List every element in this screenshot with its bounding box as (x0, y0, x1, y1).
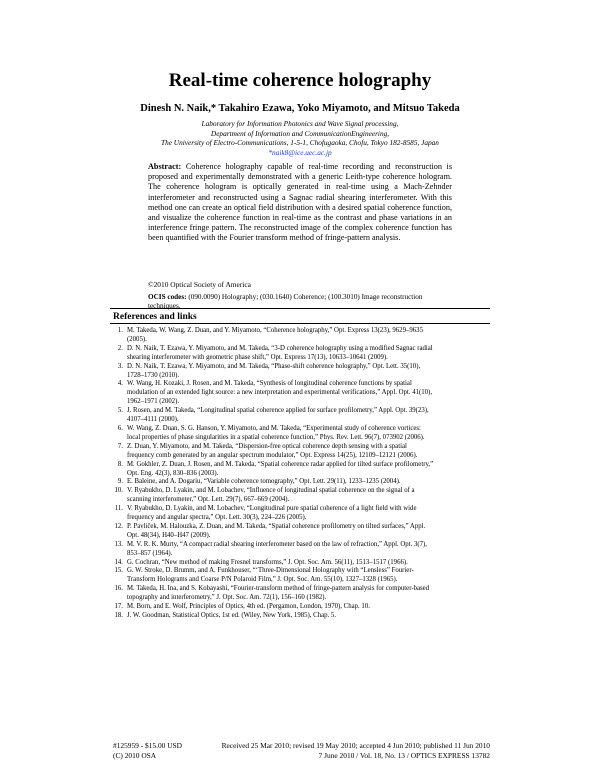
ocis-line-1: (090.0090) Holography; (030.1640) Coherence; (100.3010) Image reconstruction (188, 293, 423, 301)
reference-text-line: G. Cochran, “New method of making Fresnel transforms,” J. Opt. Soc. Am. 56(11), 1513–1517 (1966). (127, 558, 408, 566)
footer-left (113, 741, 182, 760)
abstract-line: coherence function, and visualize the coherence function in real-time as the (148, 202, 452, 223)
reference-item (113, 380, 493, 407)
reference-item (113, 461, 493, 479)
reference-number: 5. (117, 407, 123, 415)
reference-text-line: 4107–4111 (2000). (127, 416, 179, 424)
references-list (113, 327, 493, 621)
footer-doc-id: #125959 - $15.00 USD (113, 741, 182, 750)
reference-text-line: M. V. R. K. Murty, “A compact radial shearing interferometer based on the law of refraction,” Appl. Opt. 3(7), (127, 540, 427, 548)
reference-text-line: local properties of phase singularities in a spatial coherence function,” Phys. Rev. Lett. 96(7), 073902 (2006). (127, 433, 425, 441)
reference-number: 14. (114, 558, 123, 566)
reference-number: 10. (114, 487, 123, 495)
reference-text-line: W. Wang, H. Kozaki, J. Rosen, and M. Takeda, “Synthesis of longitudinal coherence functions by spatial (127, 380, 412, 388)
reference-item (113, 425, 493, 443)
reference-number: 17. (114, 603, 123, 611)
abstract (148, 162, 452, 244)
reference-item (113, 523, 493, 541)
reference-text-line: Z. Duan, Y. Miyamoto, and M. Takeda, “Dispersion-free optical coherence depth sensing with a spatial (127, 442, 407, 450)
abstract-text (148, 162, 452, 242)
reference-text-line: M. Gokhler, Z. Duan, J. Rosen, and M. Takeda, “Spatial coherence radar applied for tilted surface profilometry,” (127, 460, 434, 468)
author-email-link[interactable]: *naik8@ice.uec.ac.jp (268, 147, 332, 157)
reference-text-line: 1962–1971 (2002). (127, 398, 180, 406)
reference-item (113, 567, 493, 585)
reference-text-line: 1728–1730 (2010). (127, 371, 180, 379)
divider-top (110, 308, 490, 309)
reference-number: 6. (117, 424, 123, 432)
abstract-line: with the Fourier transform method of fringe-pattern analysis. (200, 233, 401, 243)
reference-number: 4. (117, 380, 123, 388)
reference-text-line: scanning interferometer,” Opt. Lett. 29(7), 667–669 (2004). (127, 496, 290, 504)
reference-item (113, 612, 493, 621)
reference-number: 12. (114, 522, 123, 530)
abstract-line: generated in real-time using a Mach-Zehnder interferometer and (148, 182, 452, 202)
reference-item (113, 505, 493, 523)
reference-number: 15. (114, 567, 123, 575)
author-list: Dinesh N. Naik,* Takahiro Ezawa, Yoko Miyamoto, and Mitsuo Takeda (140, 103, 460, 114)
reference-item (113, 407, 493, 425)
reference-text-line: frequency and angular spectra,” Opt. Lett. 30(3), 224–226 (2005). (127, 514, 307, 522)
reference-text-line: frequency comb generated by an angular spectrum modulator,” Opt. Express 14(25), 12109–12121 (2006). (127, 451, 418, 459)
reference-text-line: J. W. Goodman, Statistical Optics, 1st ed. (Wiley, New York, 1985), Chap. 5. (127, 612, 337, 619)
reference-text-line: modulation of an extended light source: a new interpretation and experimental verifications,” Appl. Opt. 41(10), (127, 389, 433, 397)
ocis-line-2: techniques. (148, 302, 181, 310)
footer-right (222, 741, 490, 760)
abstract-line: contrast and phase variations in an interference fringe pattern. The (148, 213, 452, 233)
divider-bottom (110, 323, 490, 324)
reference-item (113, 585, 493, 603)
reference-item (113, 559, 493, 568)
reference-text-line: M. Born, and E. Wolf, Principles of Optics, 4th ed. (Pergamon, London, 1970), Chap. 10. (127, 603, 370, 611)
abstract-line: reconstructed using a Sagnac radial shearing interferometer. With this (213, 192, 452, 202)
references-heading: References and links (113, 312, 197, 322)
reference-text-line: D. N. Naik, T. Ezawa, Y. Miyamoto, and M. Takeda, “3-D coherence holography using a modified Sagnac radial (127, 344, 433, 352)
abstract-line: method one can create an optical field distribution with a desired spatial (148, 202, 388, 212)
reference-text-line: Opt. Eng. 42(3), 830–836 (2003). (127, 469, 219, 477)
abstract-line: reconstructed image of the complex coherence function has been quantified (148, 223, 452, 243)
reference-text-line: shearing interferometer with geometric phase shift,” Opt. Express 17(13), 10633–10641 (2009). (127, 353, 388, 361)
reference-text-line: 853–857 (1964). (127, 549, 173, 557)
reference-number: 3. (117, 362, 123, 370)
reference-number: 2. (117, 344, 123, 352)
reference-text-line: P. Pavliček, M. Halouzka, Z. Duan, and M. Takeda, “Spatial coherence profilometry on tilted surfaces,” Appl. (127, 522, 426, 530)
reference-text-line: J. Rosen, and M. Takeda, “Longitudinal spatial coherence applied for surface profilometry,” Appl. Opt. 39(23), (127, 407, 429, 415)
reference-item (113, 327, 493, 345)
abstract-line: Leith-type coherence hologram. The coherence hologram is optically (148, 172, 452, 192)
reference-item (113, 603, 493, 612)
abstract-line: reconstruction is proposed and experimentally demonstrated with a generic (148, 162, 453, 182)
reference-number: 18. (114, 612, 123, 619)
reference-number: 16. (114, 585, 123, 593)
affiliation-line-2: Department of Information and CommunicationEngineering, (210, 128, 390, 138)
footer-journal-citation: 7 June 2010 / Vol. 18, No. 13 / OPTICS EXPRESS 13782 (318, 750, 490, 760)
reference-text-line: M. Takeda, H. Ina, and S. Kobayashi, “Fourier-transform method of fringe-pattern analysis for computer-based (127, 585, 430, 593)
reference-text-line: W. Wang, Z. Duan, S. G. Hanson, Y. Miyamoto, and M. Takeda, “Experimental study of coherence vortices: (127, 424, 421, 432)
ocis-label: OCIS codes: (148, 293, 187, 301)
abstract-line: Coherence holography capable of real-time recording and (185, 162, 396, 171)
copyright-notice: ©2010 Optical Society of America (148, 280, 251, 289)
reference-item (113, 443, 493, 461)
reference-text-line: G. W. Stroke, D. Brumm, and A. Funkhouser, “‘Three-Dimensional Holography with “Lensless” Fourier- (127, 567, 414, 575)
reference-text-line: Transform Holograms and Coarse P/N Polaroid Film,” J. Opt. Soc. Am. 55(10), 1327–1328 (1965). (127, 576, 398, 584)
reference-item (113, 487, 493, 505)
reference-item (113, 345, 493, 363)
footer-received-dates: Received 25 Mar 2010; revised 19 May 2010; accepted 4 Jun 2010; published 11 Jun 2010 (221, 741, 490, 750)
reference-number: 8. (117, 460, 123, 468)
reference-text-line: V. Ryabukho, D. Lyakin, and M. Lobachev, “Longitudinal pure spatial coherence of a light field with wide (127, 505, 417, 513)
abstract-label: Abstract: (148, 162, 182, 171)
reference-number: 11. (114, 505, 123, 513)
reference-number: 9. (117, 478, 123, 486)
paper-title: Real-time coherence holography (168, 70, 432, 91)
affiliation-line-1: Laboratory for Information Photonics and Wave Signal processing, (201, 119, 399, 128)
reference-item (113, 541, 493, 559)
reference-number: 7. (117, 442, 123, 450)
reference-number: 13. (114, 540, 123, 548)
affiliation-line-3: The University of Electro-Communications, 1-5-1, Chofugaoka, Chofu, Tokyo 182-8585, Japan (161, 138, 439, 147)
reference-text-line: topography and interferometry,” J. Opt. Soc. Am. 72(1), 156–160 (1982). (127, 594, 327, 602)
reference-number: 1. (117, 327, 123, 334)
reference-text-line: D. N. Naik, T. Ezawa, Y. Miyamoto, and M. Takeda, “Phase-shift coherence holography,” Opt. Lett. 35(10), (127, 362, 421, 370)
reference-text-line: V. Ryabukho, D. Lyakin, and M. Lobachev, “Influence of longitudinal spatial coherence on the signal of a (127, 487, 415, 495)
reference-item (113, 478, 493, 487)
reference-text-line: (2005). (127, 335, 147, 343)
reference-text-line: E. Baleine, and A. Dogariu, “Variable coherence tomography,” Opt. Lett. 29(11), 1233–1235 (2004). (127, 478, 401, 486)
reference-text-line: M. Takeda, W. Wang, Z. Duan, and Y. Miyamoto, “Coherence holography,” Opt. Express 13(23), 9629–9635 (127, 327, 423, 334)
footer-copyright: (C) 2010 OSA (113, 750, 157, 760)
reference-item (113, 363, 493, 381)
reference-text-line: Opt. 48(34), H40–H47 (2009). (127, 531, 211, 539)
